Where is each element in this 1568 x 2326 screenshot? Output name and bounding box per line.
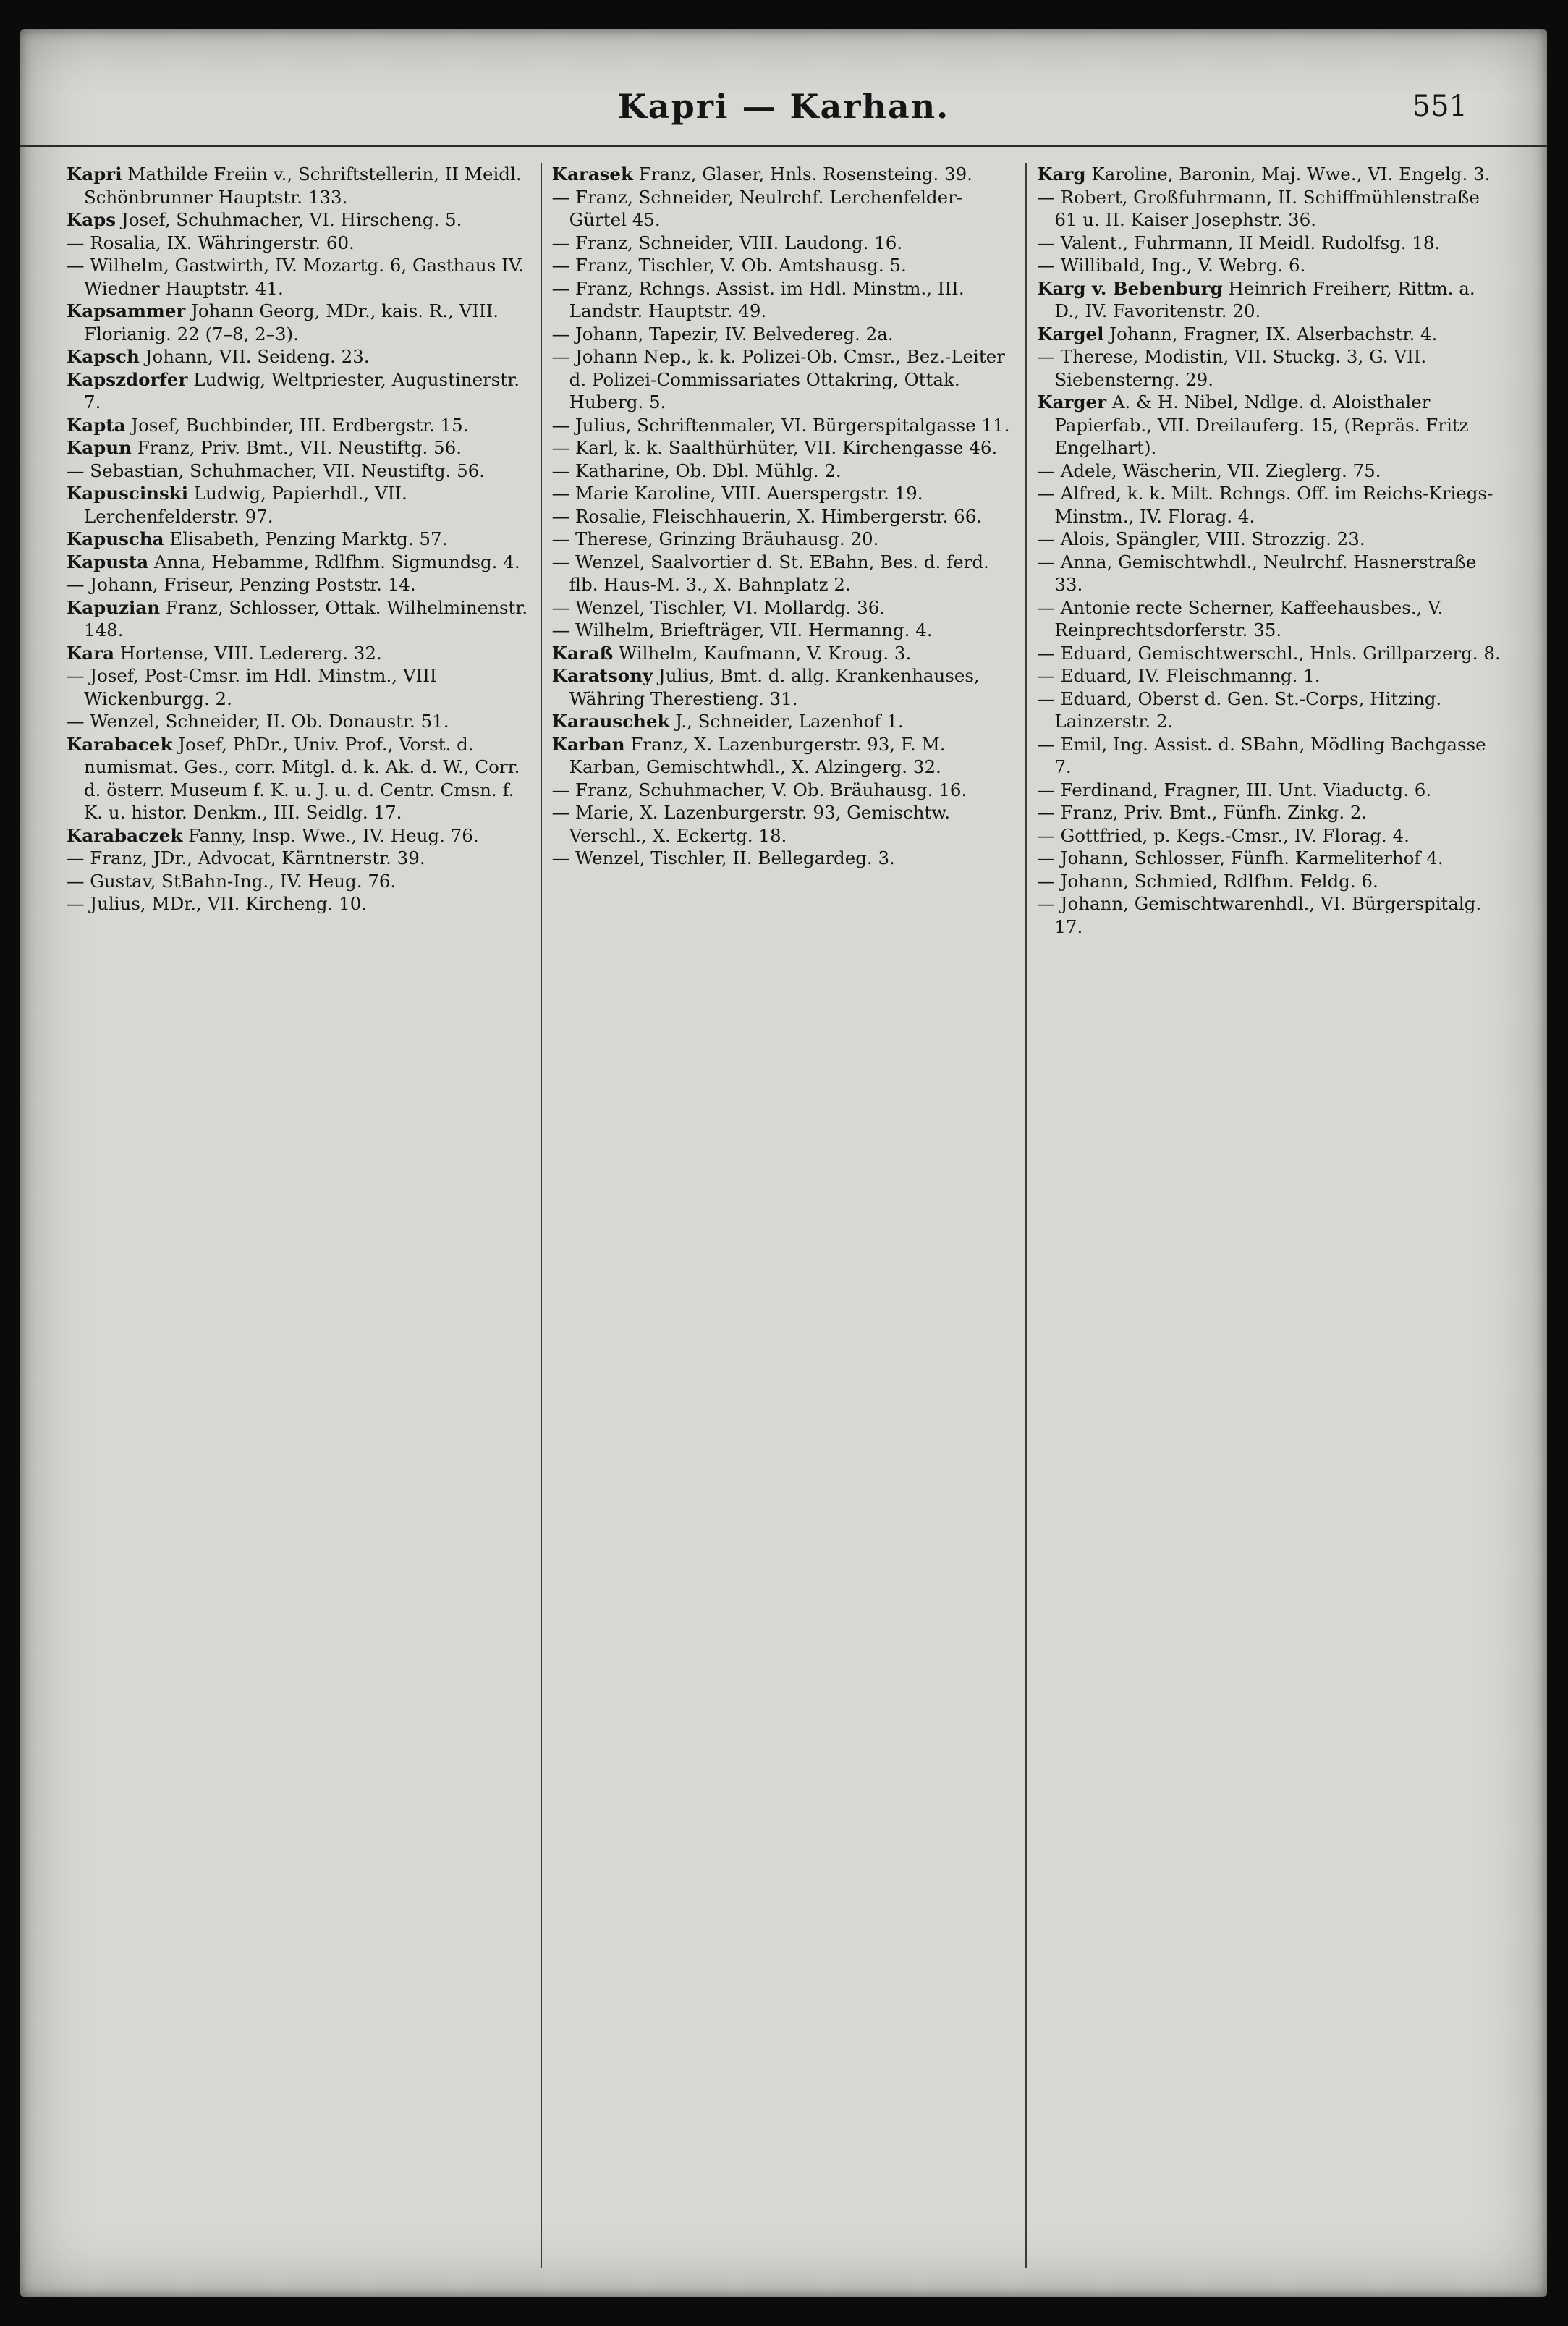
- entry-surname: Karabacek: [67, 733, 173, 755]
- directory-entry: [67, 482, 530, 528]
- entry-text: — Johann, Schlosser, Fünfh. Karmeliterhof 4.: [1037, 847, 1444, 868]
- entry-text: Johann Georg, MDr., kais. R., VIII. Florianig. 22 (7–8, 2–3).: [84, 300, 499, 344]
- directory-entry: [67, 300, 530, 345]
- page-header: [20, 80, 1547, 147]
- entry-text: Franz, Schlosser, Ottak. Wilhelminenstr. 148.: [84, 596, 528, 640]
- entry-text: — Josef, Post-Cmsr. im Hdl. Minstm., VIII Wickenburgg. 2.: [67, 665, 437, 709]
- entry-text: Karoline, Baronin, Maj. Wwe., VI. Engelg. 3.: [1085, 164, 1491, 185]
- entry-text: Franz, Priv. Bmt., VII. Neustiftg. 56.: [131, 437, 462, 458]
- running-title: Kapri — Karhan.: [617, 87, 950, 126]
- directory-entry: [1037, 460, 1501, 483]
- entry-text: Franz, Glaser, Hnls. Rosensteing. 39.: [632, 164, 972, 185]
- entry-text: — Johann, Tapezir, IV. Belvedereg. 2a.: [551, 323, 894, 344]
- entry-text: Wilhelm, Kaufmann, V. Kroug. 3.: [613, 642, 912, 664]
- directory-entry: [552, 847, 1016, 870]
- directory-entry: [552, 163, 1016, 186]
- entry-text: Franz, X. Lazenburgerstr. 93, F. M. Karban, Gemischtwhdl., X. Alzingerg. 32.: [569, 733, 946, 777]
- entry-surname: Karger: [1037, 392, 1107, 413]
- column-1: [56, 163, 542, 2268]
- entry-text: — Franz, Schneider, VIII. Laudong. 16.: [551, 232, 903, 253]
- entry-surname: Kapun: [67, 437, 132, 458]
- directory-entry: [552, 619, 1016, 642]
- directory-entry: [67, 254, 530, 300]
- entry-text: — Emil, Ing. Assist. d. SBahn, Mödling Bachgasse 7.: [1037, 733, 1486, 777]
- entry-text: Ludwig, Weltpriester, Augustinerstr. 7.: [84, 368, 520, 413]
- entry-surname: Kapta: [67, 414, 126, 436]
- directory-entry: [552, 596, 1016, 619]
- entry-text: — Marie, X. Lazenburgerstr. 93, Gemischtw. Verschl., X. Eckertg. 18.: [551, 802, 951, 846]
- entry-surname: Karauschek: [551, 711, 670, 732]
- entry-text: Anna, Hebamme, Rdlfhm. Sigmundsg. 4.: [148, 551, 520, 572]
- column-2: [542, 163, 1027, 2268]
- directory-entry: [67, 596, 530, 642]
- directory-entry: [1037, 824, 1501, 847]
- entry-text: — Antonie recte Scherner, Kaffeehausbes., V. Reinprechtsdorferstr. 35.: [1037, 596, 1444, 640]
- entry-text: — Therese, Modistin, VII. Stuckg. 3, G. VII. Siebensterng. 29.: [1037, 346, 1427, 390]
- entry-text: — Therese, Grinzing Bräuhausg. 20.: [551, 528, 879, 549]
- entry-text: — Franz, Priv. Bmt., Fünfh. Zinkg. 2.: [1037, 802, 1368, 823]
- entry-text: Elisabeth, Penzing Marktg. 57.: [164, 528, 448, 549]
- directory-entry: [552, 528, 1016, 551]
- directory-entry: [1037, 779, 1501, 802]
- page-number: 551: [1412, 90, 1467, 123]
- entry-text: — Rosalie, Fleischhauerin, X. Himbergerstr. 66.: [551, 505, 983, 527]
- entry-text: — Rosalia, IX. Währingerstr. 60.: [67, 232, 355, 253]
- entry-text: — Wenzel, Tischler, II. Bellegardeg. 3.: [551, 847, 895, 868]
- entry-surname: Karasek: [551, 164, 633, 185]
- directory-entry: [67, 460, 530, 483]
- directory-entry: [1037, 232, 1501, 255]
- entry-text: — Anna, Gemischtwhdl., Neulrchf. Hasnerstraße 33.: [1037, 551, 1477, 595]
- entry-text: J., Schneider, Lazenhof 1.: [669, 711, 904, 732]
- directory-entry: [552, 323, 1016, 346]
- entry-text: — Wenzel, Schneider, II. Ob. Donaustr. 51.: [67, 711, 449, 732]
- directory-entry: [1037, 801, 1501, 824]
- directory-entry: [1037, 391, 1501, 460]
- entry-text: Fanny, Insp. Wwe., IV. Heug. 76.: [182, 824, 479, 846]
- directory-entry: [67, 436, 530, 460]
- entry-text: Ludwig, Papierhdl., VII. Lerchenfelderstr. 97.: [84, 483, 407, 527]
- entry-text: — Valent., Fuhrmann, II Meidl. Rudolfsg. 18.: [1037, 232, 1441, 253]
- directory-entry: [552, 642, 1016, 665]
- entry-text: — Eduard, IV. Fleischmanng. 1.: [1037, 665, 1321, 686]
- entry-text: Josef, Schuhmacher, VI. Hirscheng. 5.: [116, 209, 462, 230]
- directory-entry: [67, 824, 530, 847]
- entry-text: — Johann, Friseur, Penzing Poststr. 14.: [67, 574, 416, 595]
- entry-text: — Wilhelm, Briefträger, VII. Hermanng. 4.: [551, 619, 933, 640]
- directory-entry: [67, 163, 530, 208]
- entry-surname: Karatsony: [551, 665, 653, 686]
- directory-entry: [1037, 528, 1501, 551]
- directory-entry: [552, 710, 1016, 733]
- entry-text: — Gustav, StBahn-Ing., IV. Heug. 76.: [67, 870, 397, 892]
- entry-text: — Karl, k. k. Saalthürhüter, VII. Kirchengasse 46.: [551, 437, 998, 458]
- directory-entry: [67, 733, 530, 824]
- directory-entry: [552, 254, 1016, 277]
- entry-text: — Julius, MDr., VII. Kircheng. 10.: [67, 893, 368, 914]
- directory-entry: [67, 892, 530, 915]
- directory-entry: [1037, 482, 1501, 528]
- directory-entry: [1037, 847, 1501, 870]
- directory-entry: [1037, 345, 1501, 391]
- entry-surname: Kapusta: [67, 551, 149, 572]
- directory-page: [20, 29, 1547, 2297]
- entry-surname: Karg: [1037, 164, 1086, 185]
- directory-entry: [552, 232, 1016, 255]
- directory-entry: [1037, 596, 1501, 642]
- directory-entry: [67, 208, 530, 232]
- directory-entry: [67, 528, 530, 551]
- directory-entry: [552, 414, 1016, 437]
- entry-surname: Kapri: [67, 164, 122, 185]
- entry-text: — Ferdinand, Fragner, III. Unt. Viaductg. 6.: [1037, 779, 1432, 800]
- entry-text: — Eduard, Oberst d. Gen. St.-Corps, Hitzing. Lainzerstr. 2.: [1037, 688, 1442, 732]
- entry-surname: Karaß: [551, 642, 614, 664]
- directory-entry: [67, 368, 530, 414]
- directory-entry: [1037, 254, 1501, 277]
- directory-entry: [67, 870, 530, 893]
- directory-entry: [552, 505, 1016, 528]
- entry-text: Julius, Bmt. d. allg. Krankenhauses, Währing Therestieng. 31.: [569, 665, 980, 709]
- entry-text: — Alfred, k. k. Milt. Rchngs. Off. im Reichs-Kriegs-Minstm., IV. Florag. 4.: [1037, 483, 1493, 527]
- entry-text: Johann, Fragner, IX. Alserbachstr. 4.: [1103, 323, 1438, 344]
- directory-entry: [1037, 277, 1501, 323]
- entry-surname: Karban: [551, 733, 625, 755]
- entry-surname: Karg v. Bebenburg: [1037, 277, 1223, 299]
- entry-text: — Katharine, Ob. Dbl. Mühlg. 2.: [551, 460, 842, 481]
- directory-entry: [552, 277, 1016, 323]
- entry-text: — Franz, Schuhmacher, V. Ob. Bräuhausg. 16.: [551, 779, 967, 800]
- directory-columns: [56, 163, 1511, 2268]
- directory-entry: [552, 482, 1016, 505]
- entry-text: Hortense, VIII. Ledererg. 32.: [114, 642, 382, 664]
- entry-text: Josef, Buchbinder, III. Erdbergstr. 15.: [125, 414, 469, 436]
- directory-entry: [552, 436, 1016, 460]
- entry-text: — Julius, Schriftenmaler, VI. Bürgerspitalgasse 11.: [551, 414, 1010, 436]
- directory-entry: [1037, 186, 1501, 232]
- entry-surname: Karabaczek: [67, 824, 183, 846]
- directory-entry: [67, 551, 530, 574]
- entry-text: — Wilhelm, Gastwirth, IV. Mozartg. 6, Gasthaus IV. Wiedner Hauptstr. 41.: [67, 255, 524, 299]
- directory-entry: [552, 551, 1016, 596]
- entry-text: — Adele, Wäscherin, VII. Zieglerg. 75.: [1037, 460, 1381, 481]
- directory-entry: [67, 573, 530, 596]
- directory-entry: [552, 460, 1016, 483]
- entry-surname: Kapuscinski: [67, 483, 189, 504]
- directory-entry: [1037, 892, 1501, 938]
- entry-text: — Eduard, Gemischtwerschl., Hnls. Grillparzerg. 8.: [1037, 642, 1501, 664]
- directory-entry: [552, 664, 1016, 710]
- entry-surname: Kapszdorfer: [67, 368, 188, 390]
- entry-surname: Kargel: [1037, 323, 1104, 344]
- directory-entry: [1037, 163, 1501, 186]
- entry-text: — Gottfried, p. Kegs.-Cmsr., IV. Florag. 4.: [1037, 824, 1410, 846]
- entry-text: — Willibald, Ing., V. Webrg. 6.: [1037, 255, 1306, 276]
- entry-text: — Franz, Schneider, Neulrchf. Lerchenfelder-Gürtel 45.: [551, 186, 963, 230]
- directory-entry: [67, 232, 530, 255]
- entry-text: — Sebastian, Schuhmacher, VII. Neustiftg. 56.: [67, 460, 486, 481]
- directory-entry: [552, 779, 1016, 802]
- entry-text: — Wenzel, Saalvortier d. St. EBahn, Bes. d. ferd. flb. Haus-M. 3., X. Bahnplatz 2.: [551, 551, 989, 595]
- entry-text: — Alois, Spängler, VIII. Strozzig. 23.: [1037, 528, 1365, 549]
- directory-entry: [552, 186, 1016, 232]
- directory-entry: [67, 345, 530, 368]
- entry-surname: Kapuzian: [67, 596, 161, 618]
- entry-text: — Franz, Tischler, V. Ob. Amtshausg. 5.: [551, 255, 907, 276]
- entry-surname: Kara: [67, 642, 114, 664]
- entry-surname: Kaps: [67, 209, 116, 230]
- directory-entry: [67, 414, 530, 437]
- directory-entry: [1037, 642, 1501, 665]
- directory-entry: [1037, 551, 1501, 596]
- entry-surname: Kapsch: [67, 346, 140, 367]
- entry-surname: Kapuscha: [67, 528, 164, 549]
- entry-text: Heinrich Freiherr, Rittm. a. D., IV. Favoritenstr. 20.: [1054, 277, 1475, 321]
- entry-text: Johann, VII. Seideng. 23.: [139, 346, 370, 367]
- entry-text: Mathilde Freiin v., Schriftstellerin, II Meidl. Schönbrunner Hauptstr. 133.: [84, 164, 522, 208]
- directory-entry: [1037, 870, 1501, 893]
- directory-entry: [67, 642, 530, 665]
- entry-text: — Marie Karoline, VIII. Auerspergstr. 19.: [551, 483, 923, 504]
- directory-entry: [1037, 688, 1501, 733]
- directory-entry: [67, 847, 530, 870]
- entry-text: — Johann, Schmied, Rdlfhm. Feldg. 6.: [1037, 870, 1378, 892]
- entry-text: — Robert, Großfuhrmann, II. Schiffmühlenstraße 61 u. II. Kaiser Josephstr. 36.: [1037, 186, 1480, 230]
- entry-text: — Franz, JDr., Advocat, Kärntnerstr. 39.: [67, 847, 425, 868]
- entry-text: — Wenzel, Tischler, VI. Mollardg. 36.: [551, 596, 886, 618]
- entry-text: Josef, PhDr., Univ. Prof., Vorst. d. numismat. Ges., corr. Mitgl. d. k. Ak. d. W., Corr. d. österr. Museum f. K. u. J. u. d. Centr. Cmsn. f. K. u. histor. Denkm., III. Seidlg. 17.: [84, 733, 520, 823]
- directory-entry: [552, 801, 1016, 847]
- entry-text: — Franz, Rchngs. Assist. im Hdl. Minstm., III. Landstr. Hauptstr. 49.: [551, 277, 965, 321]
- directory-entry: [552, 733, 1016, 779]
- directory-entry: [67, 664, 530, 710]
- entry-text: — Johann, Gemischtwarenhdl., VI. Bürgerspitalg. 17.: [1037, 893, 1482, 937]
- column-3: [1027, 163, 1511, 2268]
- directory-entry: [1037, 664, 1501, 688]
- directory-entry: [1037, 323, 1501, 346]
- directory-entry: [1037, 733, 1501, 779]
- directory-entry: [67, 710, 530, 733]
- entry-text: A. & H. Nibel, Ndlge. d. Aloisthaler Papierfab., VII. Dreilauferg. 15, (Repräs. Fritz Engelhart).: [1054, 392, 1469, 458]
- entry-text: — Johann Nep., k. k. Polizei-Ob. Cmsr., Bez.-Leiter d. Polizei-Commissariates Ottakring, Ottak. Huberg. 5.: [551, 346, 1005, 413]
- directory-entry: [552, 345, 1016, 414]
- entry-surname: Kapsammer: [67, 300, 186, 321]
